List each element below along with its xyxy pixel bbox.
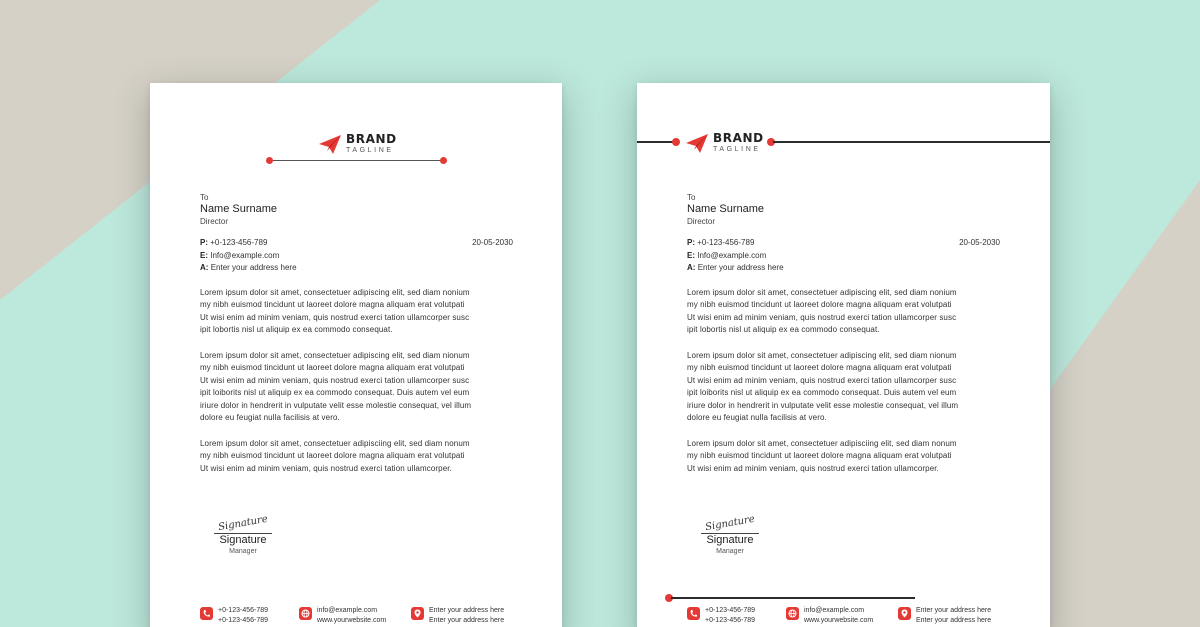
sender-address: Enter your address here [210,263,297,272]
recipient-title: Director [200,217,229,226]
location-pin-icon [411,607,424,620]
header-dot-left [672,138,680,146]
paper-plane-icon [318,133,342,155]
signature-name: Signature [219,534,267,546]
to-label: To [200,193,209,202]
footer-address-2: Enter your address here [429,617,505,624]
footer [200,606,504,626]
brand-logo [318,133,397,155]
address-label: A: [687,263,696,272]
footer-line [671,597,915,599]
to-label: To [687,193,696,202]
footer-email: info@example.com [317,607,378,614]
header-rule-dot-left [266,157,273,164]
footer-phone-1: +0-123-456-789 [705,607,756,614]
sender-phone: +0-123-456-789 [697,238,755,247]
footer-website: www.yourwebsite.com [804,617,874,624]
paragraph-3: Lorem ipsum dolor sit amet, consectetuer adipisciing elit, sed diam nonum my nibh euismod tincidunt ut laoreet dolore magna aliquam erat volutpati Ut wisi enim ad minim veniam, quis nostrud exerci tation ullamcorper. [200,438,470,473]
footer [687,606,991,626]
signature-block [208,513,278,556]
paragraph-1: Lorem ipsum dolor sit amet, consectetuer adipiscing elit, sed diam nonium my nibh euismod tincidunt ut laoreet dolore magna aliquam erat volutpati Ut wisi enim ad minim veniam, quis nostrud exerci tation ullamcorper susc ipit lobortis nisl ut aliquip ex ea commodo consequat. [687,287,957,334]
footer-address-1: Enter your address here [429,607,505,614]
footer-address [411,606,504,626]
sender-contact [687,237,1000,275]
signature-name: Signature [706,534,754,546]
sender-email: Info@example.com [210,250,280,260]
phone-icon [687,607,700,620]
header-line-right [773,141,1050,143]
sender-address: Enter your address here [697,263,784,272]
globe-icon [299,607,312,620]
email-label: E: [200,250,208,260]
phone-label: P: [200,238,208,247]
paragraph-1: Lorem ipsum dolor sit amet, consectetuer adipiscing elit, sed diam nonium my nibh euismod tincidunt ut laoreet dolore magna aliquam erat volutpati Ut wisi enim ad minim veniam, quis nostrud exerci tation ullamcorper susc ipit lobortis nisl ut aliquip ex ea commodo consequat. [200,287,470,334]
recipient-name: Name Surname [687,203,765,215]
footer-phone-2: +0-123-456-789 [705,617,756,624]
signature-script: Signature [704,513,756,534]
letterhead-page-2 [637,83,1050,627]
signature-role: Manager [716,548,744,555]
paragraph-2: Lorem ipsum dolor sit amet, consectetuer adipiscing elit, sed diam nionum my nibh euismod tincidunt ut laoreet dolore magna aliquam erat volutpati Ut wisi enim ad minim veniam, quis nostrud exerci tation ullamcorper susc ipit loiborits nisl ut aliquip ex ea commodo consequat. Duis autem vel eum iriure dolor in hendrerit in vulputate velit esse molestie consequat, vel illum dolore eu feugiat nulla facilisis at vero. [687,350,959,422]
letter-date: 20-05-2030 [472,238,513,247]
header-rule [271,160,443,161]
footer-web [299,606,411,626]
footer-address-1: Enter your address here [916,607,992,614]
header-line-left [637,141,675,143]
phone-icon [200,607,213,620]
brand-name: BRAND [713,131,764,145]
recipient-name: Name Surname [200,203,278,215]
footer-address [898,606,991,626]
paragraph-3: Lorem ipsum dolor sit amet, consectetuer adipisciing elit, sed diam nonum my nibh euismod tincidunt ut laoreet dolore magna aliquam erat volutpati Ut wisi enim ad minim veniam, quis nostrud exerci tation ullamcorper. [687,438,957,473]
email-label: E: [687,250,695,260]
address-label: A: [200,263,209,272]
letter-date: 20-05-2030 [959,238,1000,247]
paragraph-2: Lorem ipsum dolor sit amet, consectetuer adipiscing elit, sed diam nionum my nibh euismod tincidunt ut laoreet dolore magna aliquam erat volutpati Ut wisi enim ad minim veniam, quis nostrud exerci tation ullamcorper susc ipit loiborits nisl ut aliquip ex ea commodo consequat. Duis autem vel eum iriure dolor in hendrerit in vulputate velit esse molestie consequat, vel illum dolore eu feugiat nulla facilisis at vero. [200,350,472,422]
footer-email: info@example.com [804,607,865,614]
header-rule-dot-right [440,157,447,164]
footer-phone-1: +0-123-456-789 [218,607,269,614]
footer-phone [200,606,299,626]
letter-body [687,192,1000,475]
sender-phone: +0-123-456-789 [210,238,268,247]
footer-website: www.yourwebsite.com [317,617,387,624]
footer-phone-2: +0-123-456-789 [218,617,269,624]
phone-label: P: [687,238,695,247]
sender-contact [200,237,513,275]
signature-role: Manager [229,548,257,555]
brand-logo [685,132,764,154]
brand-name: BRAND [346,132,397,146]
globe-icon [786,607,799,620]
sender-email: Info@example.com [697,250,767,260]
brand-tagline: TAGLINE [346,147,394,154]
footer-web [786,606,898,626]
brand-tagline: TAGLINE [713,146,761,153]
paper-plane-icon [685,132,709,154]
footer-address-2: Enter your address here [916,617,992,624]
letterhead-page-1 [150,83,562,627]
signature-script: Signature [217,513,269,534]
signature-block [695,513,765,556]
recipient-title: Director [687,217,716,226]
footer-phone [687,606,786,626]
location-pin-icon [898,607,911,620]
letter-body [200,192,513,475]
